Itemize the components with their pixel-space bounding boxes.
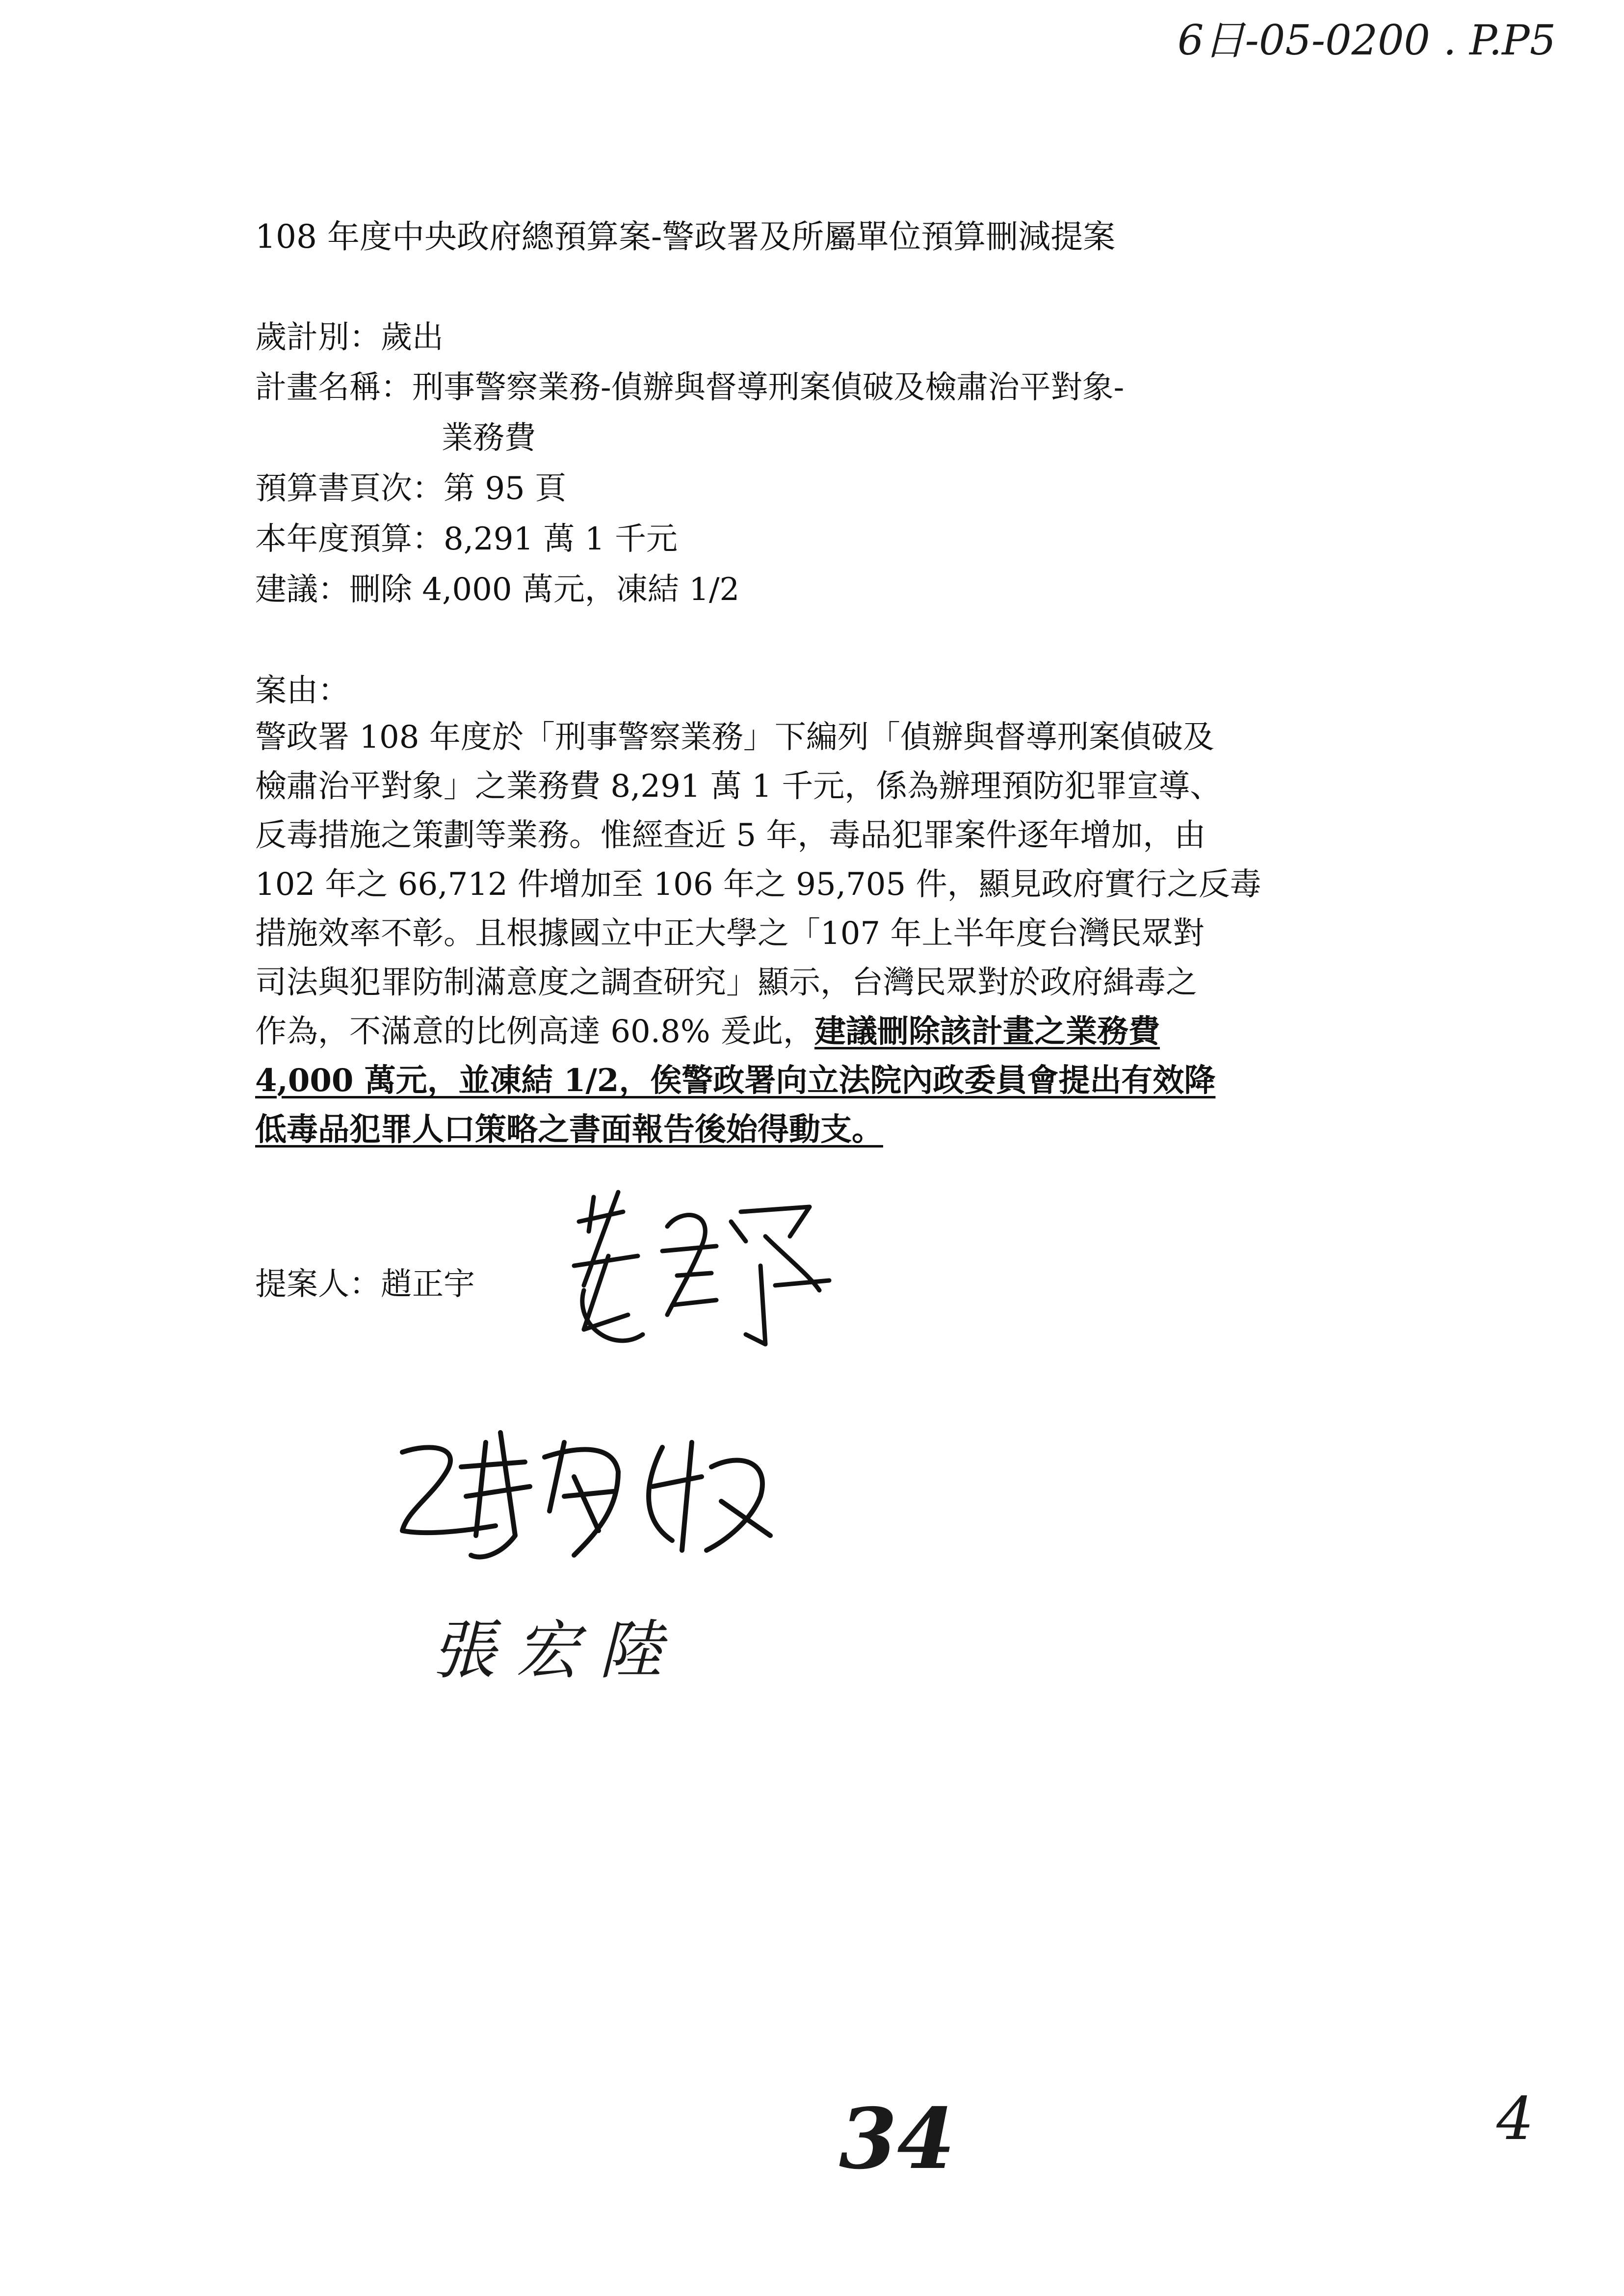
reason-line	[255, 1008, 1160, 1055]
document-title: 108 年度中央政府總預算案-警政署及所屬單位預算刪減提案	[255, 218, 1116, 256]
reason-line: 措施效率不彰。且根據國立中正大學之「107 年上半年度台灣民眾對	[255, 915, 1205, 952]
cosigner-signature	[388, 1413, 829, 1580]
reason-line: 檢肅治平對象」之業務費 8,291 萬 1 千元，係為辦理預防犯罪宣導、	[255, 768, 1222, 805]
corner-mark: 4	[1496, 2085, 1534, 2153]
cosigner-name: 張宏陸	[432, 1613, 682, 1688]
reason-emphasis: 建議刪除該計畫之業務費	[814, 1013, 1160, 1050]
proposer-signature	[554, 1168, 859, 1374]
reason-line: 102 年之 66,712 件增加至 106 年之 95,705 件，顯見政府實行之反毒	[255, 866, 1261, 903]
reason-line: 警政署 108 年度於「刑事警察業務」下編列「偵辦與督導刑案偵破及	[255, 719, 1214, 756]
reason-line: 司法與犯罪防制滿意度之調查研究」顯示，台灣民眾對於政府緝毒之	[255, 965, 1197, 1001]
handwritten-document-code: 6日-05-0200 . P.P5	[1178, 16, 1556, 64]
suggestion: 建議：刪除 4,000 萬元，凍結 1/2	[255, 572, 740, 608]
plan-name-continuation: 業務費	[442, 420, 536, 456]
reason-emphasis-line: 4,000 萬元，並凍結 1/2，俟警政署向立法院內政委員會提出有效降	[255, 1062, 1216, 1099]
budget-book-page: 預算書頁次：第 95 頁	[255, 470, 567, 507]
plan-name: 計畫名稱：刑事警察業務-偵辦與督導刑案偵破及檢肅治平對象-	[255, 369, 1125, 406]
reason-label: 案由：	[255, 673, 349, 709]
reason-line-normal-part: 作為，不滿意的比例高達 60.8% 爰此，	[255, 1014, 814, 1050]
reason-emphasis-line: 低毒品犯罪人口策略之書面報告後始得動支。	[255, 1111, 883, 1148]
page-number: 34	[839, 2090, 955, 2188]
budget-category: 歲計別：歲出	[255, 319, 444, 356]
proposer: 提案人：趙正宇	[255, 1266, 475, 1303]
reason-line: 反毒措施之策劃等業務。惟經查近 5 年，毒品犯罪案件逐年增加，由	[255, 817, 1206, 854]
current-year-budget: 本年度預算：8,291 萬 1 千元	[255, 521, 678, 557]
